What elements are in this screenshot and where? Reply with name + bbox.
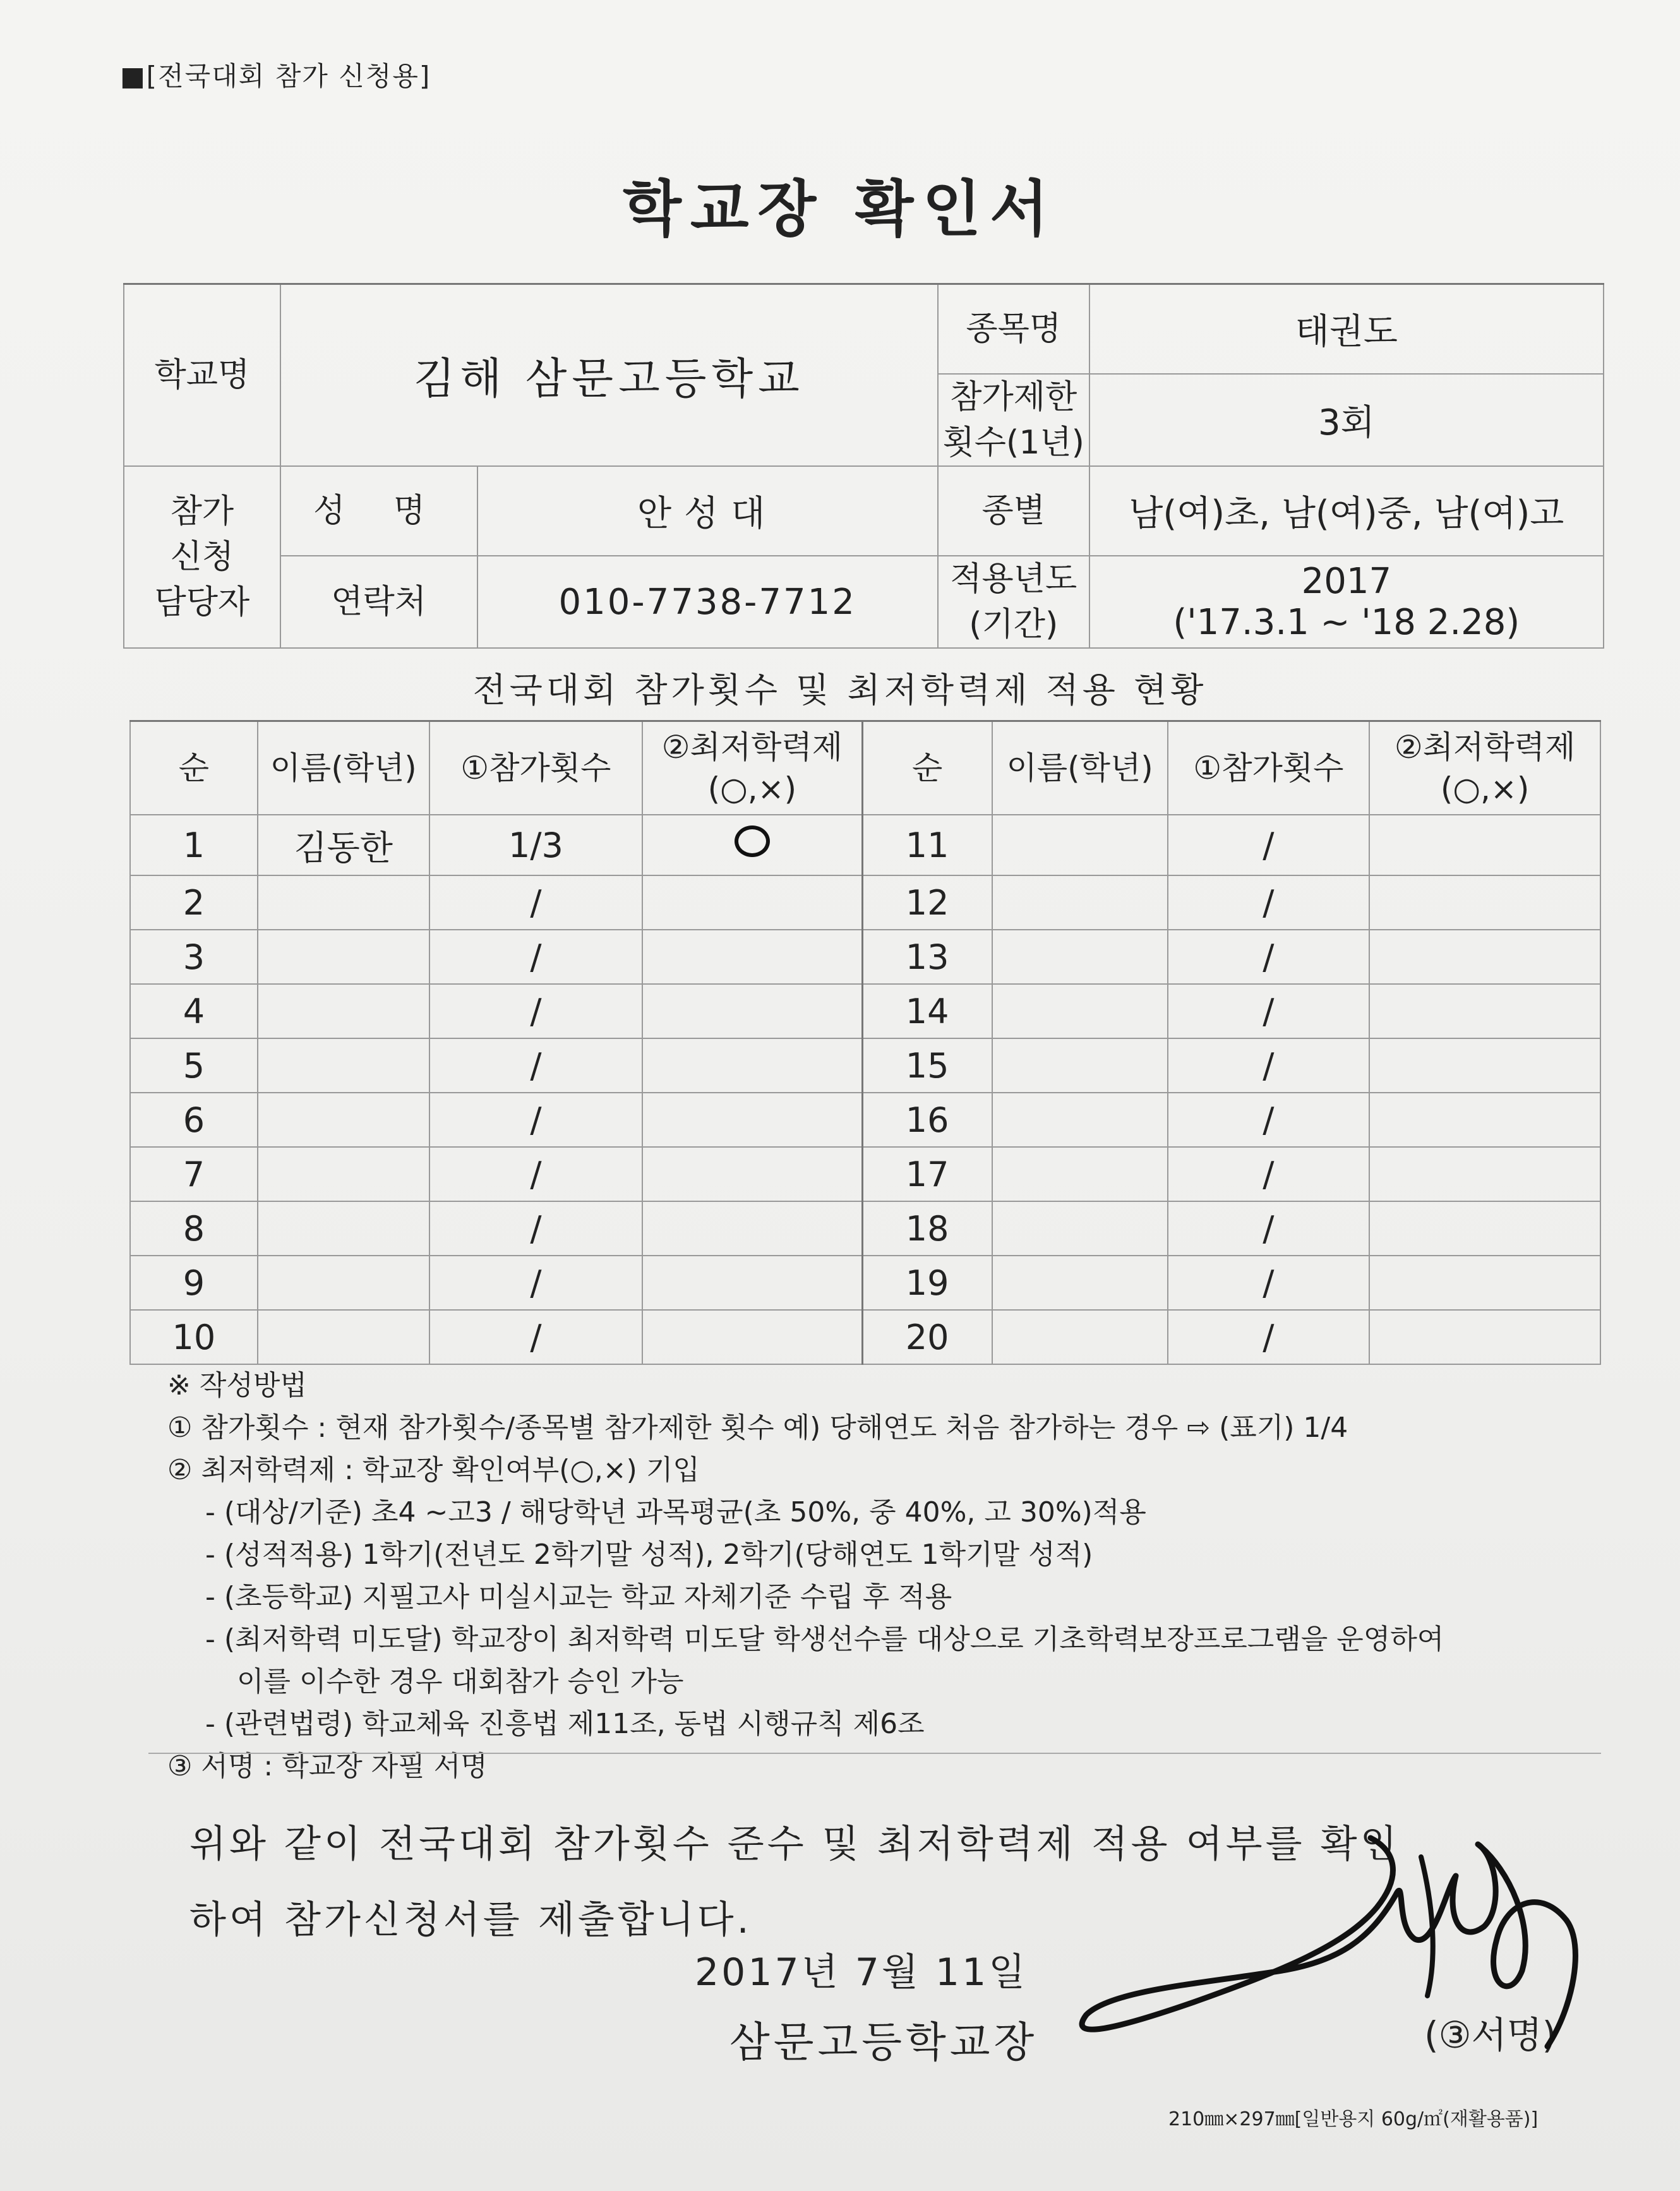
row-count: / (429, 1147, 643, 1201)
header-no-right: 순 (862, 721, 992, 815)
table-row (130, 1147, 1600, 1201)
row-min (642, 1038, 862, 1093)
sport-value: 태권도 (1089, 284, 1604, 375)
row-count-right: / (1168, 984, 1370, 1038)
paper-spec-footer: 210㎜×297㎜[일반용지 60g/㎡(재활용품)] (1168, 2108, 1539, 2130)
table-row (130, 930, 1600, 984)
row-count-right: / (1168, 1038, 1370, 1093)
signature-label: (③서명) (1424, 2014, 1557, 2056)
issue-date: 2017년 7월 11일 (695, 1950, 1028, 1995)
row-min-right (1369, 1093, 1600, 1147)
row-name (258, 930, 429, 984)
limit-label (938, 374, 1089, 466)
divider-line (148, 1753, 1601, 1754)
row-name (258, 1310, 429, 1364)
note-3: ③ 서명 : 학교장 자필 서명 (167, 1750, 488, 1782)
table-header-row (130, 721, 1600, 815)
row-count-right: / (1168, 1093, 1370, 1147)
handwritten-signature (1042, 1781, 1611, 2084)
row-no-right: 20 (862, 1310, 992, 1364)
row-min (642, 1147, 862, 1201)
row-name-right (992, 1093, 1168, 1147)
table-row (130, 1038, 1600, 1093)
row-min-right (1369, 1147, 1600, 1201)
row-min-right (1369, 1310, 1600, 1364)
row-count: / (429, 1038, 643, 1093)
note-2d-continued: 이를 이수한 경우 대회참가 승인 가능 (237, 1666, 684, 1698)
year-value-line1: 2017 (1301, 561, 1392, 602)
row-min-right (1369, 1256, 1600, 1310)
row-min (642, 930, 862, 984)
header-min (642, 721, 862, 815)
header-min-right-line1: ②최저학력제 (1394, 729, 1576, 765)
row-no: 7 (130, 1147, 258, 1201)
row-count: / (429, 1256, 643, 1310)
row-name-right (992, 1256, 1168, 1310)
row-count-right: / (1168, 1310, 1370, 1364)
row-no-right: 13 (862, 930, 992, 984)
confirmation-line1: 위와 같이 전국대회 참가횟수 준수 및 최저학력제 적용 여부를 확인 (189, 1822, 1400, 1866)
contact-group-line3: 담당자 (154, 584, 250, 621)
row-min-right (1369, 930, 1600, 984)
row-count: / (429, 1093, 643, 1147)
note-2e: - (관련법령) 학교체육 진흥법 제11조, 동법 시행규칙 제6조 (205, 1708, 925, 1740)
year-label (938, 556, 1089, 648)
row-min (642, 1256, 862, 1310)
row-min (642, 815, 862, 875)
note-2: ② 최저학력제 : 학교장 확인여부(○,×) 기입 (167, 1454, 700, 1486)
row-no: 10 (130, 1310, 258, 1364)
row-no: 4 (130, 984, 258, 1038)
row-count-right: / (1168, 875, 1370, 930)
table-row (130, 875, 1600, 930)
row-name-right (992, 930, 1168, 984)
school-value: 김해 삼문고등학교 (280, 284, 938, 467)
header-no: 순 (130, 721, 258, 815)
year-value-line2: ('17.3.1 ~ '18 2.28) (1173, 602, 1520, 643)
row-name (258, 984, 429, 1038)
row-count: / (429, 1310, 643, 1364)
instructions (167, 1364, 1607, 1787)
row-name-right (992, 984, 1168, 1038)
row-count-right: / (1168, 1201, 1370, 1256)
row-name-right (992, 1147, 1168, 1201)
note-2c: - (초등학교) 지필고사 미실시교는 학교 자체기준 수립 후 적용 (205, 1581, 952, 1613)
row-no-right: 12 (862, 875, 992, 930)
header-min-line1: ②최저학력제 (661, 729, 843, 765)
table-row (130, 1093, 1600, 1147)
row-no: 9 (130, 1256, 258, 1310)
page-title: 학교장 확인서 (623, 174, 1057, 244)
header-min-right (1369, 721, 1600, 815)
row-name (258, 1256, 429, 1310)
row-count-right: / (1168, 815, 1370, 875)
notes-heading: ※ 작성방법 (167, 1369, 307, 1402)
participation-table (129, 720, 1601, 1365)
contact-group-line1: 참가 (170, 493, 234, 531)
row-name (258, 1093, 429, 1147)
header-name-right: 이름(학년) (992, 721, 1168, 815)
note-2d: - (최저학력 미도달) 학교장이 최저학력 미도달 학생선수를 대상으로 기초학력보장프로그램을 운영하여 (205, 1623, 1444, 1655)
row-min (642, 1201, 862, 1256)
row-min (642, 984, 862, 1038)
contact-name-value: 안성대 (477, 466, 938, 556)
row-no-right: 11 (862, 815, 992, 875)
row-no: 3 (130, 930, 258, 984)
limit-value: 3회 (1089, 374, 1604, 466)
row-no-right: 17 (862, 1147, 992, 1201)
row-no-right: 19 (862, 1256, 992, 1310)
limit-label-line1: 참가제한 (950, 378, 1077, 416)
row-min (642, 1310, 862, 1364)
row-count-right: / (1168, 1256, 1370, 1310)
row-count: 1/3 (429, 815, 643, 875)
row-min-right (1369, 1201, 1600, 1256)
header-count-right: ①참가횟수 (1168, 721, 1370, 815)
header-name: 이름(학년) (258, 721, 429, 815)
row-name-right (992, 1201, 1168, 1256)
row-min-right (1369, 984, 1600, 1038)
row-no: 6 (130, 1093, 258, 1147)
row-name-right (992, 1038, 1168, 1093)
header-min-right-line2: (○,×) (1440, 771, 1530, 807)
row-name: 김동한 (258, 815, 429, 875)
principal-title: 삼문고등학교장 (729, 2018, 1038, 2067)
contact-group-label (124, 466, 280, 648)
contact-group-line2: 신청 (170, 538, 234, 576)
row-count-right: / (1168, 1147, 1370, 1201)
row-no: 1 (130, 815, 258, 875)
row-no-right: 15 (862, 1038, 992, 1093)
type-label: 종별 (938, 466, 1089, 556)
phone-value: 010-7738-7712 (477, 556, 938, 648)
form-tag: ■[전국대회 참가 신청용] (120, 61, 431, 92)
row-name (258, 1201, 429, 1256)
table-row (130, 1256, 1600, 1310)
header-min-line2: (○,×) (707, 771, 797, 807)
header-count: ①참가횟수 (429, 721, 643, 815)
row-count: / (429, 930, 643, 984)
table-row (130, 984, 1600, 1038)
row-count: / (429, 875, 643, 930)
year-label-line2: (기간) (969, 606, 1059, 644)
note-2b: - (성적적용) 1학기(전년도 2학기말 성적), 2학기(당해연도 1학기말 성적) (205, 1539, 1093, 1571)
row-min-right (1369, 875, 1600, 930)
row-name (258, 1038, 429, 1093)
limit-label-line2: 횟수(1년) (942, 424, 1084, 462)
row-no: 5 (130, 1038, 258, 1093)
row-min (642, 875, 862, 930)
row-name (258, 1147, 429, 1201)
type-value: 남(여)초, 남(여)중, 남(여)고 (1089, 466, 1604, 556)
row-name (258, 875, 429, 930)
circle-mark (735, 825, 770, 857)
row-name-right (992, 875, 1168, 930)
row-no-right: 18 (862, 1201, 992, 1256)
row-count: / (429, 984, 643, 1038)
row-min-right (1369, 1038, 1600, 1093)
row-min-right (1369, 815, 1600, 875)
row-name-right (992, 815, 1168, 875)
confirmation-line2: 하여 참가신청서를 제출합니다. (189, 1898, 752, 1942)
year-value (1089, 556, 1604, 648)
participation-body (130, 815, 1600, 1364)
row-no-right: 16 (862, 1093, 992, 1147)
row-name-right (992, 1310, 1168, 1364)
note-1: ① 참가횟수 : 현재 참가횟수/종목별 참가제한 횟수 예) 당해연도 처음 참가하는 경우 ⇨ (표기) 1/4 (167, 1412, 1348, 1444)
row-count-right: / (1168, 930, 1370, 984)
info-table (123, 283, 1604, 649)
row-no: 2 (130, 875, 258, 930)
row-min (642, 1093, 862, 1147)
row-no: 8 (130, 1201, 258, 1256)
year-label-line1: 적용년도 (950, 560, 1077, 598)
row-no-right: 14 (862, 984, 992, 1038)
name-label: 성 명 (280, 466, 477, 556)
sport-label: 종목명 (938, 284, 1089, 375)
note-2a: - (대상/기준) 초4 ~고3 / 해당학년 과목평균(초 50%, 중 40%, 고 30%)적용 (205, 1496, 1146, 1528)
school-label: 학교명 (124, 284, 280, 467)
row-count: / (429, 1201, 643, 1256)
table-row (130, 1201, 1600, 1256)
table-row (130, 1310, 1600, 1364)
section-title: 전국대회 참가횟수 및 최저학력제 적용 현황 (472, 670, 1208, 710)
phone-label: 연락처 (280, 556, 477, 648)
table-row (130, 815, 1600, 875)
